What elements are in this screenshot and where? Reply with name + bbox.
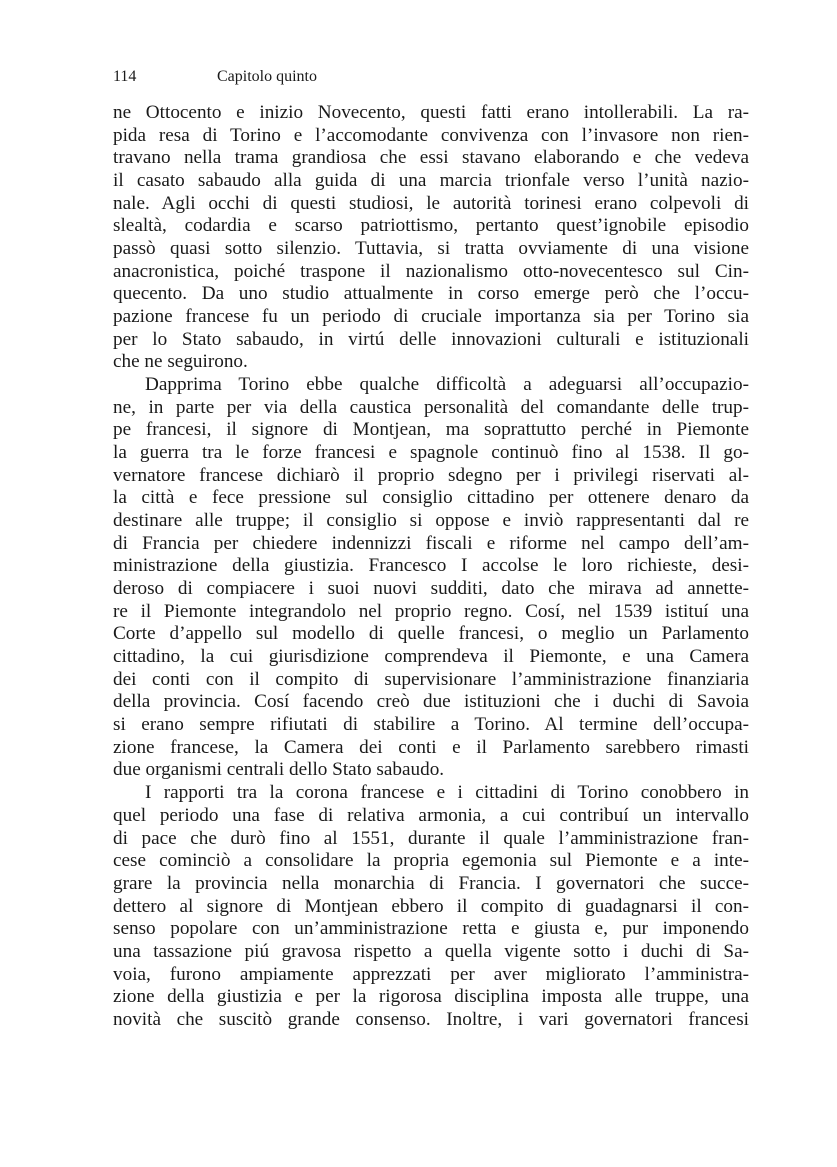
page-number: 114 [113,68,137,85]
text-line: grare la provincia nella monarchia di Francia. I governatori che succe- [113,872,749,894]
text-line: della provincia. Cosí facendo creò due istituzioni che i duchi di Savoia [113,691,749,713]
text-line: senso popolare con un’amministrazione retta e giusta e, pur imponendo [113,918,749,940]
text-line: una tassazione piú gravosa rispetto a quella vigente sotto i duchi di Sa- [113,940,749,962]
text-line: si erano sempre rifiutati di stabilire a Torino. Al termine dell’occupa- [113,714,749,736]
running-head [113,67,317,87]
text-line: deroso di compiacere i suoi nuovi sudditi, dato che mirava ad annette- [113,578,749,600]
text-line: pida resa di Torino e l’accomodante convivenza con l’invasore non rien- [113,124,749,146]
text-line: la guerra tra le forze francesi e spagnole continuò fino al 1538. Il go- [113,442,749,464]
text-line: ne Ottocento e inizio Novecento, questi fatti erano intollerabili. La ra- [113,102,749,123]
text-line: dettero al signore di Montjean ebbero il compito di guadagnarsi il con- [113,895,749,917]
text-line: vernatore francese dichiarò il proprio sdegno per i privilegi riservati al- [113,464,749,486]
paragraph [113,102,749,374]
text-line: per lo Stato sabaudo, in virtú delle innovazioni culturali e istituzionali [113,328,749,350]
text-line: anacronistica, poiché traspone il nazionalismo otto-novecentesco sul Cin- [113,260,749,282]
text-line: I rapporti tra la corona francese e i cittadini di Torino conobbero in [145,782,749,804]
text-line: cittadino, la cui giurisdizione comprendeva il Piemonte, e una Camera [113,646,749,668]
text-line: che ne seguirono. [113,351,248,373]
text-line: la città e fece pressione sul consiglio cittadino per ottenere denaro da [113,487,749,509]
text-line: passò quasi sotto silenzio. Tuttavia, si tratta ovviamente di una visione [113,238,749,260]
text-line: il casato sabaudo alla guida di una marcia trionfale verso l’unità nazio- [113,170,749,192]
text-line: slealtà, codardia e scarso patriottismo, pertanto quest’ignobile episodio [113,215,749,237]
text-line: nale. Agli occhi di questi studiosi, le autorità torinesi erano colpevoli di [113,192,749,214]
text-line: pe francesi, il signore di Montjean, ma soprattutto perché in Piemonte [113,419,749,441]
text-line: quecento. Da uno studio attualmente in corso emerge però che l’occu- [113,283,749,305]
paragraph [113,782,749,1031]
text-line: re il Piemonte integrandolo nel proprio regno. Cosí, nel 1539 istituí una [113,600,749,622]
text-line: travano nella trama grandiosa che essi stavano elaborando e che vedeva [113,147,749,169]
text-line: ne, in parte per via della caustica personalità del comandante delle trup- [113,396,749,418]
text-line: dei conti con il compito di supervisionare l’amministrazione finanziaria [113,668,749,690]
chapter-title: Capitolo quinto [217,68,317,85]
text-line: novità che suscitò grande consenso. Inoltre, i vari governatori francesi [113,1008,749,1030]
text-line: due organismi centrali dello Stato sabaudo. [113,759,445,781]
text-line: voia, furono ampiamente apprezzati per aver migliorato l’amministra- [113,963,749,985]
text-line: pazione francese fu un periodo di cruciale importanza sia per Torino sia [113,306,749,328]
text-line: ministrazione della giustizia. Francesco I accolse le loro richieste, desi- [113,555,749,577]
text-line: cese cominciò a consolidare la propria egemonia sul Piemonte e a inte- [113,850,749,872]
text-line: di pace che durò fino al 1551, durante il quale l’amministrazione fran- [113,827,749,849]
text-line: zione della giustizia e per la rigorosa disciplina imposta alle truppe, una [113,986,749,1008]
text-line: zione francese, la Camera dei conti e il Parlamento sarebbero rimasti [113,736,749,758]
paragraph [113,374,749,782]
body-text [113,102,749,1032]
text-line: di Francia per chiedere indennizzi fiscali e riforme nel campo dell’am- [113,532,749,554]
text-line: destinare alle truppe; il consiglio si oppose e inviò rappresentanti dal re [113,510,749,532]
text-line: quel periodo una fase di relativa armonia, a cui contribuí un intervallo [113,804,749,826]
text-line: Dapprima Torino ebbe qualche difficoltà a adeguarsi all’occupazio- [145,374,749,396]
text-line: Corte d’appello sul modello di quelle francesi, o meglio un Parlamento [113,623,749,645]
